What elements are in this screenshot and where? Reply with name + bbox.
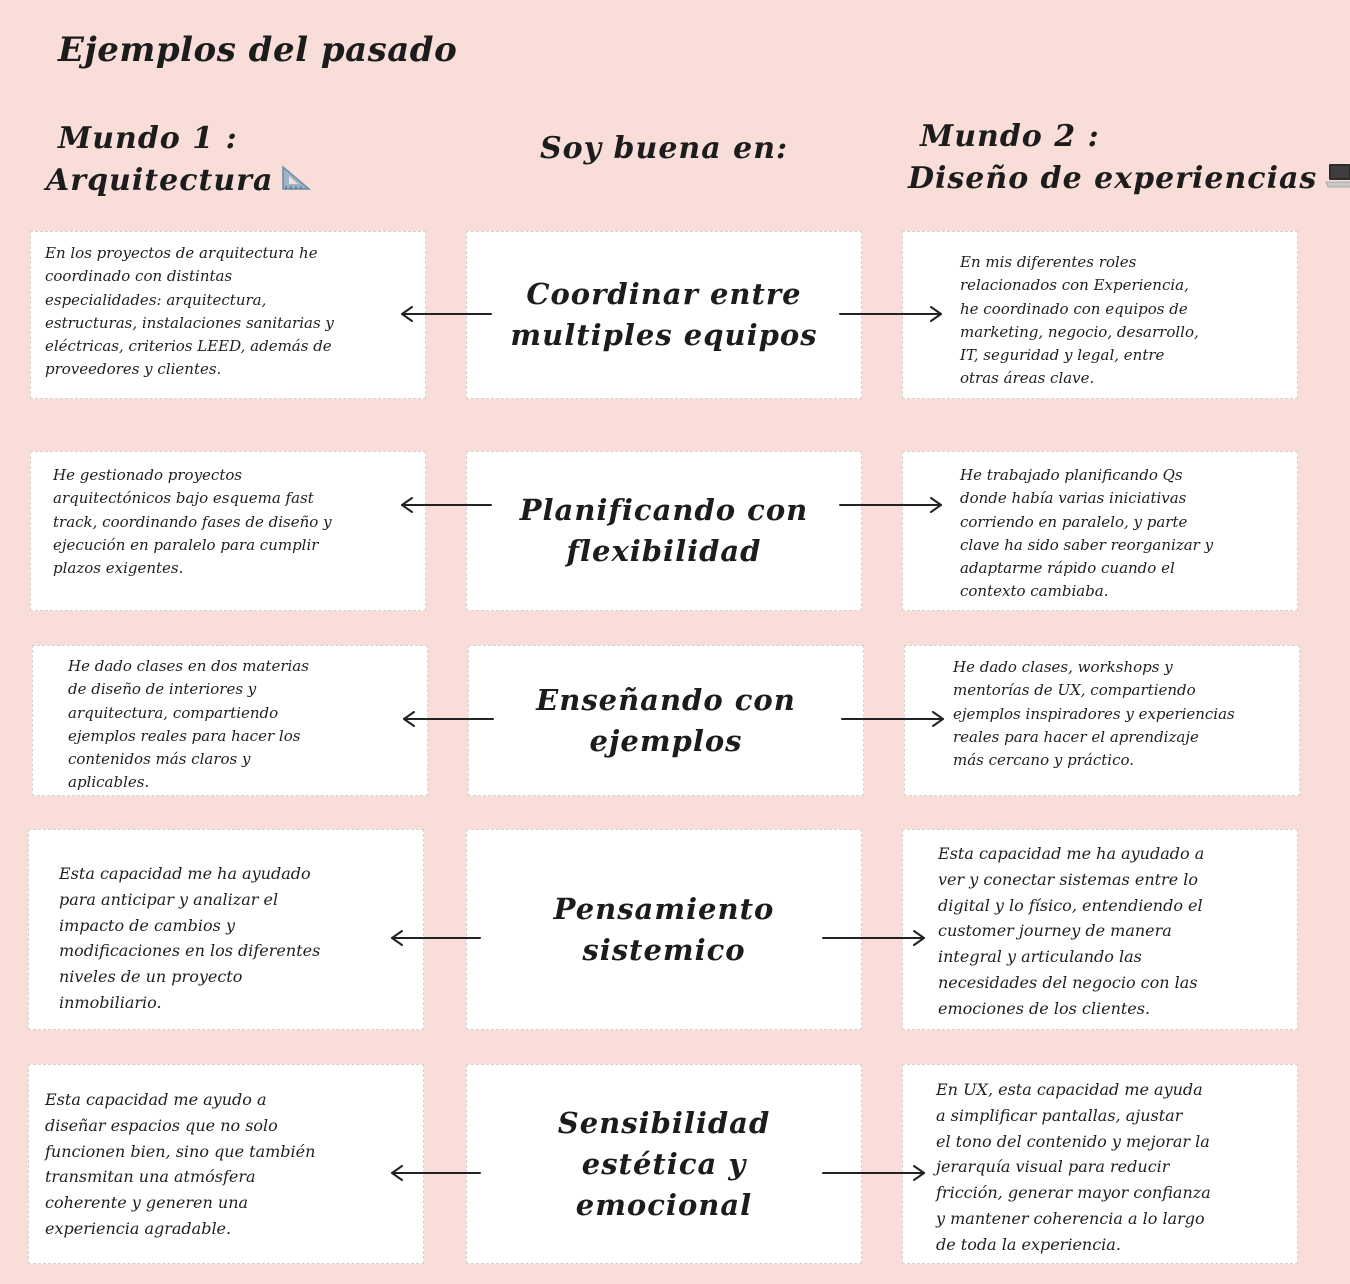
arrow-left-row5 <box>392 1166 480 1180</box>
world2-card-text: En mis diferentes roles relacionados con Experiencia, he coordinado con equipos de marketing, negocio, desarrollo, IT, seguridad y legal, entre otras áreas clave. <box>960 253 1199 388</box>
world2-heading-line1: Mundo 2 : <box>920 119 1100 154</box>
skill-card-row2: Planificando con flexibilidad <box>466 451 862 611</box>
world1-card-text: He dado clases en dos materias de diseño de interiores y arquitectura, compartiendo ejemplos reales para hacer los contenidos más claros y aplicables. <box>68 657 309 792</box>
world1-heading-line1: Mundo 1 : <box>58 121 238 156</box>
skill-card-row3: Enseñando con ejemplos <box>468 645 864 796</box>
world2-card-text: Esta capacidad me ha ayudado a ver y conectar sistemas entre lo digital y lo físico, entendiendo el customer journey de manera integral y articulando las necesidades del negocio con las emociones de los clientes. <box>938 844 1205 1018</box>
center-heading: Soy buena en: <box>540 131 789 166</box>
arrow-left-row2 <box>402 498 491 512</box>
arrow-right-row1 <box>840 307 941 321</box>
world2-card-text: He dado clases, workshops y mentorías de UX, compartiendo ejemplos inspiradores y experiencias reales para hacer el aprendizaje más cercano y práctico. <box>953 658 1235 770</box>
skill-card-row5: Sensibilidad estética y emocional <box>466 1064 862 1264</box>
world1-card-text: He gestionado proyectos arquitectónicos bajo esquema fast track, coordinando fases de diseño y ejecución en paralelo para cumplir plazos exigentes. <box>53 466 332 578</box>
arrow-right-row3 <box>842 712 943 726</box>
arrow-left-row4 <box>392 931 480 945</box>
skill-card-row1: Coordinar entre multiples equipos <box>466 231 862 399</box>
world2-heading-line2: Diseño de experiencias <box>908 161 1318 196</box>
world1-card-text: En los proyectos de arquitectura he coordinado con distintas especialidades: arquitectura, estructuras, instalaciones sanitarias y eléctricas, criterios LEED, además de proveedores y clientes. <box>45 244 334 379</box>
world1-heading-line2: Arquitectura <box>46 163 274 198</box>
arrow-left-row1 <box>402 307 491 321</box>
world2-card-text: En UX, esta capacidad me ayuda a simplificar pantallas, ajustar el tono del contenido y mejorar la jerarquía visual para reducir fricción, generar mayor confianza y mantener coherencia a lo largo de toda la experiencia. <box>936 1080 1211 1254</box>
skill-card-row4: Pensamiento sistemico <box>466 829 862 1030</box>
arrow-right-row4 <box>823 931 924 945</box>
world1-card-text: Esta capacidad me ha ayudado para anticipar y analizar el impacto de cambios y modificaciones en los diferentes niveles de un proyecto inmobiliario. <box>59 864 321 1012</box>
arrow-left-row3 <box>404 712 493 726</box>
page-title: Ejemplos del pasado <box>58 30 458 70</box>
arrow-right-row2 <box>840 498 941 512</box>
world2-card-text: He trabajado planificando Qs donde había varias iniciativas corriendo en paralelo, y parte clave ha sido saber reorganizar y adaptarme rápido cuando el contexto cambiaba. <box>960 466 1214 601</box>
world1-card-text: Esta capacidad me ayudo a diseñar espacios que no solo funcionen bien, sino que también transmitan una atmósfera coherente y generen una experiencia agradable. <box>45 1090 316 1238</box>
arrow-right-row5 <box>823 1166 924 1180</box>
